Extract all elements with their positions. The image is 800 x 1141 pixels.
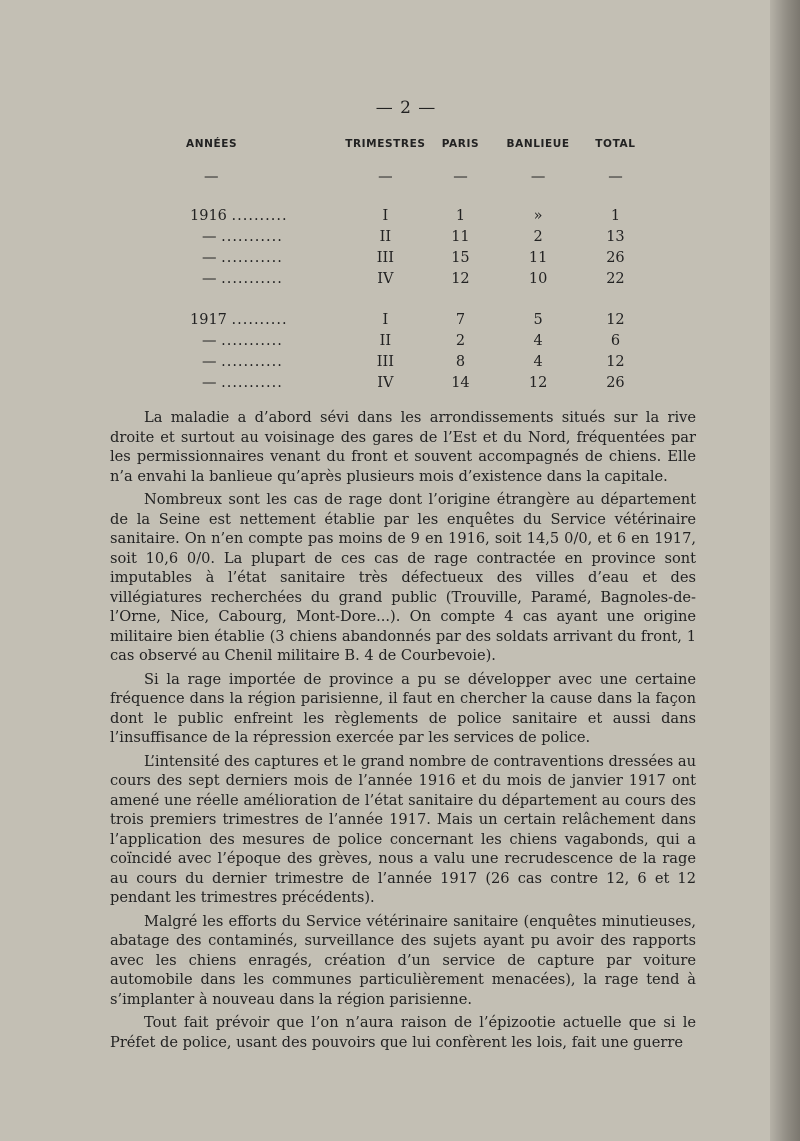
leader-dots: ...........	[221, 250, 283, 266]
paris-cell: 15	[451, 250, 470, 266]
paris-cell: 7	[455, 312, 466, 328]
trimestre-cell: II	[379, 333, 392, 349]
trimestre-cell: II	[379, 229, 392, 245]
total-cell: 12	[606, 312, 625, 328]
leader-dots: ...........	[221, 271, 283, 287]
year-label: —	[202, 229, 217, 245]
group-spacer	[160, 290, 650, 310]
year-label: —	[202, 333, 217, 349]
year-label: —	[202, 375, 217, 391]
table-row	[160, 310, 650, 331]
leader-dots: ..........	[231, 208, 288, 224]
header-banlieue: BANLIEUE	[506, 138, 570, 150]
banlieue-cell: 4	[533, 354, 543, 370]
table-row	[160, 352, 650, 373]
table-row	[160, 206, 650, 227]
paris-cell: 1	[455, 208, 466, 224]
banlieue-cell: 4	[533, 333, 543, 349]
trimestre-cell: III	[376, 250, 394, 266]
dash-cell: —	[453, 169, 468, 185]
trimestre-cell: IV	[377, 271, 394, 287]
paragraph: Nombreux sont les cas de rage dont l’origine étrangère au département de la Seine est nettement établie par les enquêtes du Service vétérinaire sanitaire. On n’en compte pas moins de 9 en 1916, soit 14,5 0/0, et 6 en 1917, soit 10,6 0/0. La plupart de ces cas de rage contractée en province sont imputables à l’état sanitaire très défectueux des villes d’eau et des villégiatures recherchées du grand public (Trouville, Paramé, Bagnoles-de-l’Orne, Nice, Cabourg, Mont-Dore...). On compte 4 cas ayant une origine militaire bien établie (3 chiens abandonnés par des soldats arrivant du front, 1 cas observé au Chenil militaire B. 4 de Courbevoie).	[110, 491, 696, 664]
year-cell	[160, 227, 345, 248]
table-row	[160, 227, 650, 248]
total-cell: 26	[606, 250, 625, 266]
year-cell	[160, 269, 345, 290]
banlieue-cell: »	[533, 208, 543, 224]
header-annees: ANNÉES	[186, 138, 238, 150]
trimestre-cell: I	[382, 312, 389, 328]
header-total: TOTAL	[595, 138, 636, 150]
dash-cell: —	[378, 169, 393, 185]
table-header-row	[160, 138, 650, 162]
trimestre-cell: I	[382, 208, 389, 224]
year-cell	[160, 310, 345, 331]
leader-dots: ..........	[231, 312, 288, 328]
year-label: —	[202, 354, 217, 370]
trimestre-cell: IV	[377, 375, 394, 391]
trimestre-cell: III	[376, 354, 394, 370]
total-cell: 22	[606, 271, 625, 287]
total-cell: 26	[606, 375, 625, 391]
banlieue-cell: 12	[528, 375, 548, 391]
paris-cell: 12	[451, 271, 470, 287]
dash-cell: —	[204, 169, 219, 185]
paragraph: Malgré les efforts du Service vétérinaire sanitaire (enquêtes minutieuses, abatage des contaminés, surveillance des sujets ayant pu avoir des rapports avec les chiens enragés, création d’un service de capture par voiture automobile dans les communes particulièrement menacées), la rage tend à s’implanter à nouveau dans la région parisienne.	[110, 912, 696, 1008]
banlieue-cell: 10	[528, 271, 548, 287]
paragraph: Tout fait prévoir que l’on n’aura raison de l’épizootie actuelle que si le Préfet de police, usant des pouvoirs que lui confèrent les lois, fait une guerre	[110, 1014, 696, 1051]
page-edge-shadow	[770, 0, 800, 1141]
dash-cell: —	[608, 169, 623, 185]
leader-dots: ...........	[221, 229, 283, 245]
table-row	[160, 373, 650, 394]
total-cell: 13	[606, 229, 625, 245]
year-label: —	[202, 271, 217, 287]
header-trimestres: TRIMESTRES	[345, 138, 426, 150]
total-cell: 6	[610, 333, 621, 349]
year-cell	[160, 373, 345, 394]
table-body	[160, 162, 650, 394]
paris-cell: 2	[455, 333, 466, 349]
paragraph: Si la rage importée de province a pu se développer avec une certaine fréquence dans la région parisienne, il faut en chercher la cause dans la façon dont le public enfreint les règlements de police sanitaire et aussi dans l’insuffisance de la répression exercée par les services de police.	[110, 670, 696, 746]
paragraph: La maladie a d’abord sévi dans les arrondissements situés sur la rive droite et surtout au voisinage des gares de l’Est et du Nord, fréquentées par les permissionnaires venant du front et souvent accompagnés de chiens. Elle n’a envahi la banlieue qu’après plusieurs mois d’existence dans la capitale.	[110, 409, 696, 485]
year-cell	[160, 206, 345, 227]
year-label: 1916	[190, 208, 227, 224]
table-row	[160, 269, 650, 290]
banlieue-cell: 2	[533, 229, 543, 245]
year-label: —	[202, 250, 217, 266]
paragraph: L’intensité des captures et le grand nombre de contraventions dressées au cours des sept derniers mois de l’année 1916 et du mois de janvier 1917 ont amené une réelle amélioration de l’état sanitaire du département au cours des trois premiers trimestres de l’année 1917. Mais un certain relâchement dans l’application des mesures de police concernant les chiens vagabonds, qui a coïncidé avec l’époque des grèves, nous a valu une recrudescence de la rage au cours du dernier trimestre de l’année 1917 (26 cas contre 12, 6 et 12 pendant les trimestres précédents).	[110, 752, 696, 906]
leader-dots: ...........	[221, 375, 283, 391]
body-text	[110, 408, 696, 1056]
dash-cell: —	[530, 169, 546, 185]
total-cell: 1	[610, 208, 621, 224]
rabies-cases-table	[160, 138, 650, 394]
leader-dots: ...........	[221, 333, 283, 349]
year-cell	[160, 352, 345, 373]
header-paris: PARIS	[441, 138, 480, 150]
leader-dots: ...........	[221, 354, 283, 370]
paris-cell: 8	[455, 354, 466, 370]
paris-cell: 11	[451, 229, 470, 245]
banlieue-cell: 5	[533, 312, 543, 328]
total-cell: 12	[606, 354, 625, 370]
page-number: — 2 —	[375, 98, 437, 118]
year-label: 1917	[190, 312, 227, 328]
year-cell	[160, 331, 345, 352]
year-cell	[160, 248, 345, 269]
table-row	[160, 248, 650, 269]
dash-row	[160, 162, 650, 206]
paris-cell: 14	[451, 375, 470, 391]
banlieue-cell: 11	[528, 250, 548, 266]
table-row	[160, 331, 650, 352]
